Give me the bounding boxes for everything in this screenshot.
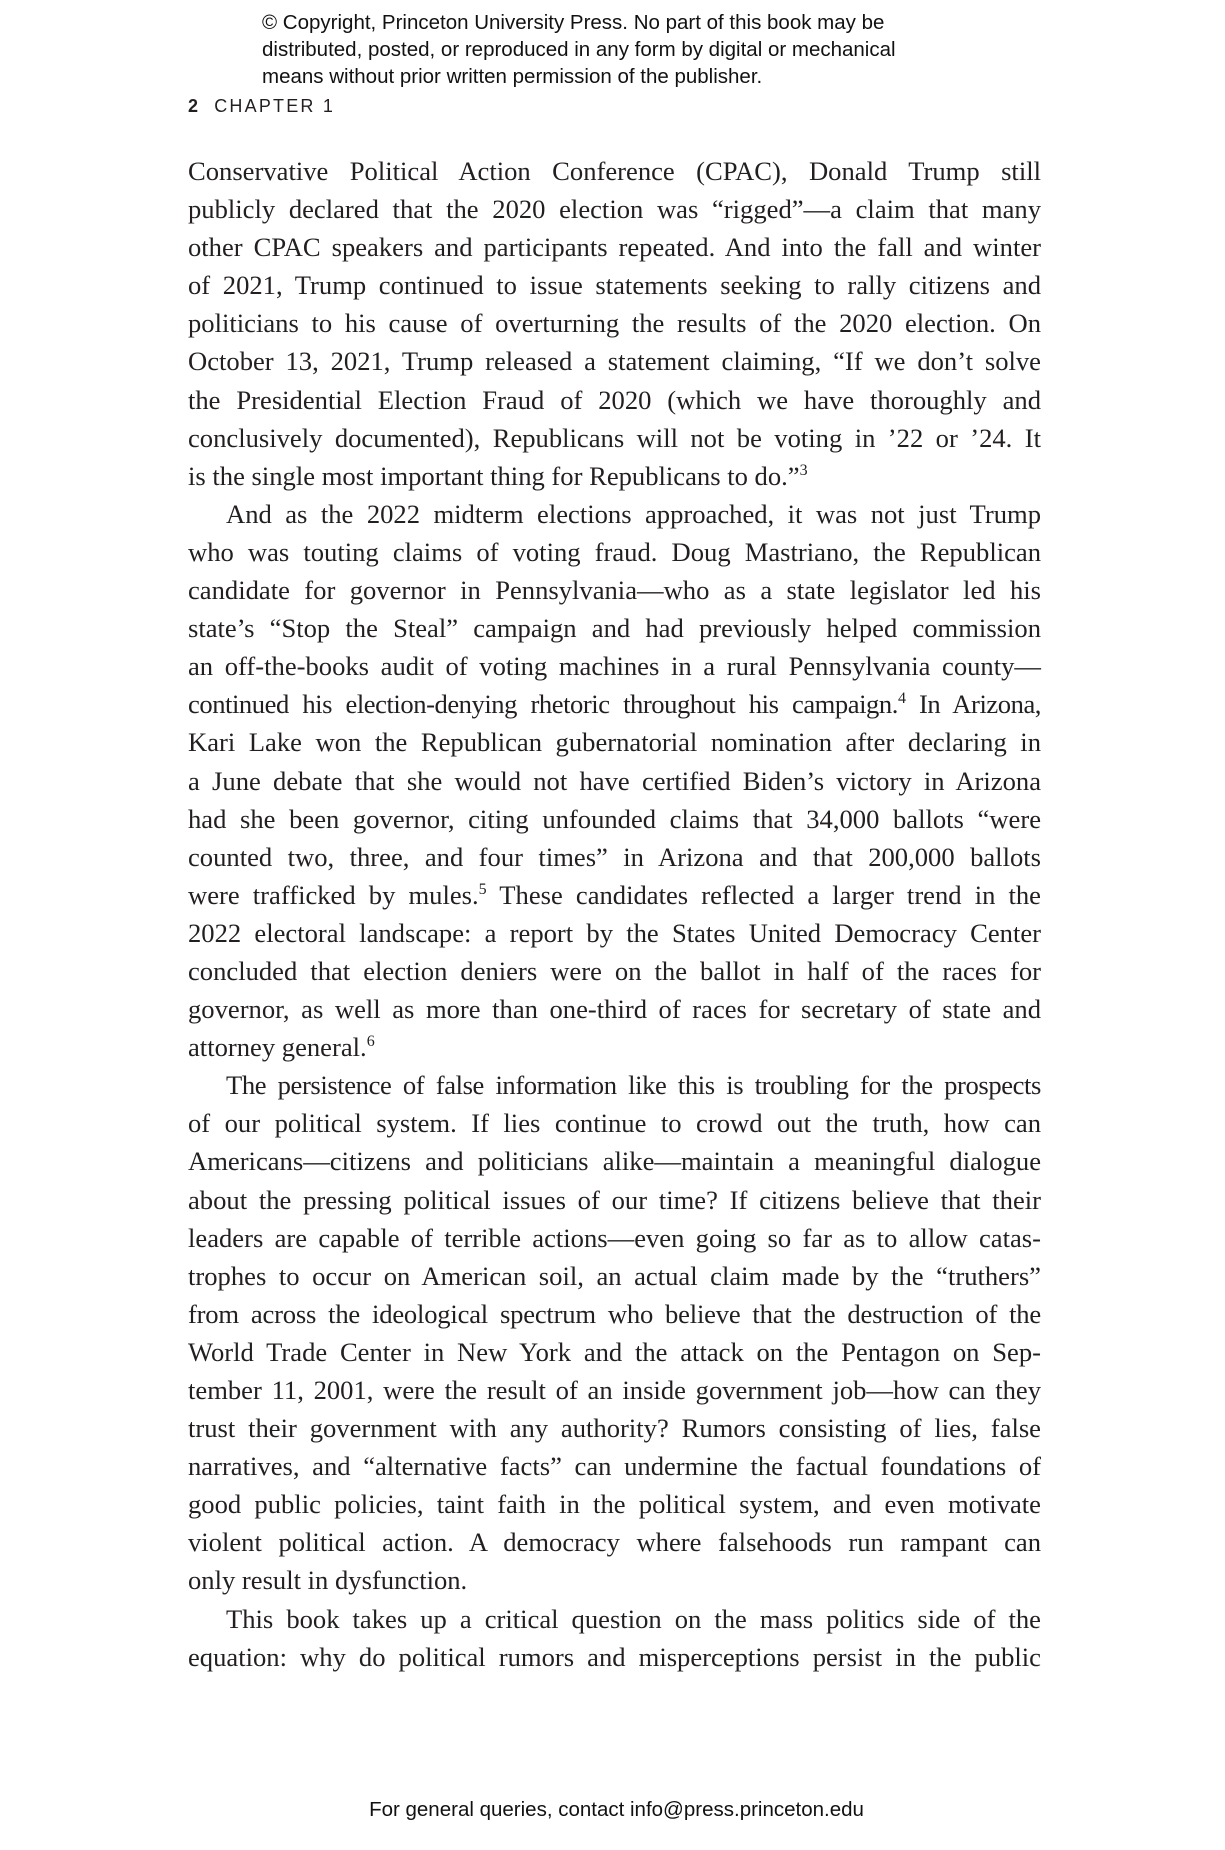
text-line: And as the 2022 midterm elections approached, it was not just Trump bbox=[226, 498, 1041, 529]
text-line: tember 11, 2001, were the result of an inside government job—how can they bbox=[188, 1375, 1041, 1405]
text-line: an off-the-books audit of voting machines in a rural Pennsylvania county— bbox=[188, 651, 1041, 682]
footer-contact: For general queries, contact info@press.princeton.edu bbox=[369, 1798, 864, 1821]
text-line: of 2021, Trump continued to issue statements seeking to rally citizens and bbox=[188, 270, 1041, 301]
text-line bbox=[188, 457, 1041, 495]
text-line bbox=[188, 685, 1041, 723]
paragraph-4 bbox=[188, 1600, 1041, 1676]
text-line: equation: why do political rumors and misperceptions persist in the public bbox=[188, 1641, 1041, 1672]
footnote-marker: 4 bbox=[897, 690, 906, 708]
text-line: concluded that election deniers were on the ballot in half of the races for bbox=[188, 955, 1041, 986]
text-line: conclusively documented), Republicans will not be voting in ’22 or ’24. It bbox=[188, 422, 1041, 453]
footnote-marker: 5 bbox=[478, 880, 487, 898]
copyright-line: © Copyright, Princeton University Press. No part of this book may be bbox=[262, 11, 885, 34]
text-line: a June debate that she would not have certified Biden’s victory in Arizona bbox=[188, 765, 1041, 796]
text-line: only result in dysfunction. bbox=[188, 1565, 468, 1596]
copyright-line: distributed, posted, or reproduced in any form by digital or mechanical bbox=[262, 38, 896, 61]
text-line: politicians to his cause of overturning the results of the 2020 election. On bbox=[188, 308, 1041, 339]
text-line: about the pressing political issues of our time? If citizens believe that their bbox=[188, 1184, 1041, 1215]
text-line: October 13, 2021, Trump released a statement claiming, “If we don’t solve bbox=[188, 346, 1041, 377]
text-line: had she been governor, citing unfounded claims that 34,000 ballots “were bbox=[188, 803, 1041, 834]
text-line: governor, as well as more than one-third of races for secretary of state and bbox=[188, 994, 1041, 1025]
text-line: the Presidential Election Fraud of 2020 (which we have thoroughly and bbox=[188, 384, 1041, 415]
text-line bbox=[188, 1028, 1041, 1066]
text-line: violent political action. A democracy where falsehoods run rampant can bbox=[188, 1527, 1041, 1558]
text-line: Americans—citizens and politicians alike—maintain a meaningful dialogue bbox=[188, 1146, 1041, 1177]
paragraph-3 bbox=[188, 1066, 1041, 1599]
text-line: state’s “Stop the Steal” campaign and had previously helped commission bbox=[188, 613, 1041, 644]
text-line: who was touting claims of voting fraud. Doug Mastriano, the Republican bbox=[188, 536, 1041, 567]
copyright-notice bbox=[262, 9, 982, 90]
text-line: Conservative Political Action Conference (CPAC), Donald Trump still bbox=[188, 156, 1041, 186]
paragraph-2 bbox=[188, 495, 1041, 1066]
text-line: This book takes up a critical question on the mass politics side of the bbox=[226, 1603, 1041, 1634]
body-text bbox=[188, 152, 1041, 1676]
text-line: Kari Lake won the Republican gubernatorial nomination after declaring in bbox=[188, 727, 1041, 758]
text-line: from across the ideological spectrum who believe that the destruction of the bbox=[188, 1298, 1041, 1329]
text-line: other CPAC speakers and participants repeated. And into the fall and winter bbox=[188, 232, 1041, 263]
text-fragment: were trafficked by mules. bbox=[188, 879, 479, 910]
text-line: World Trade Center in New York and the attack on the Pentagon on Sep- bbox=[188, 1336, 1041, 1367]
text-fragment: is the single most important thing for Republicans to do.” bbox=[188, 460, 800, 491]
running-head bbox=[188, 96, 335, 117]
text-line: leaders are capable of terrible actions—even going so far as to allow catas- bbox=[188, 1222, 1041, 1253]
text-line: narratives, and “alternative facts” can undermine the factual foundations of bbox=[188, 1451, 1041, 1482]
footnote-marker: 3 bbox=[799, 461, 808, 479]
chapter-label: CHAPTER 1 bbox=[214, 96, 336, 116]
text-line: trophes to occur on American soil, an actual claim made by the “truthers” bbox=[188, 1260, 1041, 1291]
text-line: The persistence of false information like this is troubling for the prospects bbox=[226, 1070, 1041, 1101]
text-fragment: In Arizona, bbox=[905, 689, 1041, 720]
text-line: of our political system. If lies continue to crowd out the truth, how can bbox=[188, 1108, 1041, 1139]
text-line: candidate for governor in Pennsylvania—who as a state legislator led his bbox=[188, 575, 1041, 606]
text-fragment: continued his election-denying rhetoric throughout his campaign. bbox=[188, 689, 898, 720]
footnote-marker: 6 bbox=[366, 1033, 375, 1051]
text-line: counted two, three, and four times” in Arizona and that 200,000 ballots bbox=[188, 841, 1041, 872]
paragraph-1 bbox=[188, 152, 1041, 495]
text-line: good public policies, taint faith in the political system, and even motivate bbox=[188, 1489, 1041, 1520]
page-number: 2 bbox=[188, 96, 201, 116]
text-line bbox=[188, 876, 1041, 914]
copyright-line: means without prior written permission of the publisher. bbox=[262, 65, 763, 88]
text-line: publicly declared that the 2020 election was “rigged”—a claim that many bbox=[188, 194, 1041, 225]
text-fragment: These candidates reflected a larger trend in the bbox=[486, 879, 1041, 910]
text-line: 2022 electoral landscape: a report by the States United Democracy Center bbox=[188, 917, 1041, 948]
text-line: trust their government with any authority? Rumors consisting of lies, false bbox=[188, 1413, 1041, 1444]
text-fragment: attorney general. bbox=[188, 1032, 367, 1063]
